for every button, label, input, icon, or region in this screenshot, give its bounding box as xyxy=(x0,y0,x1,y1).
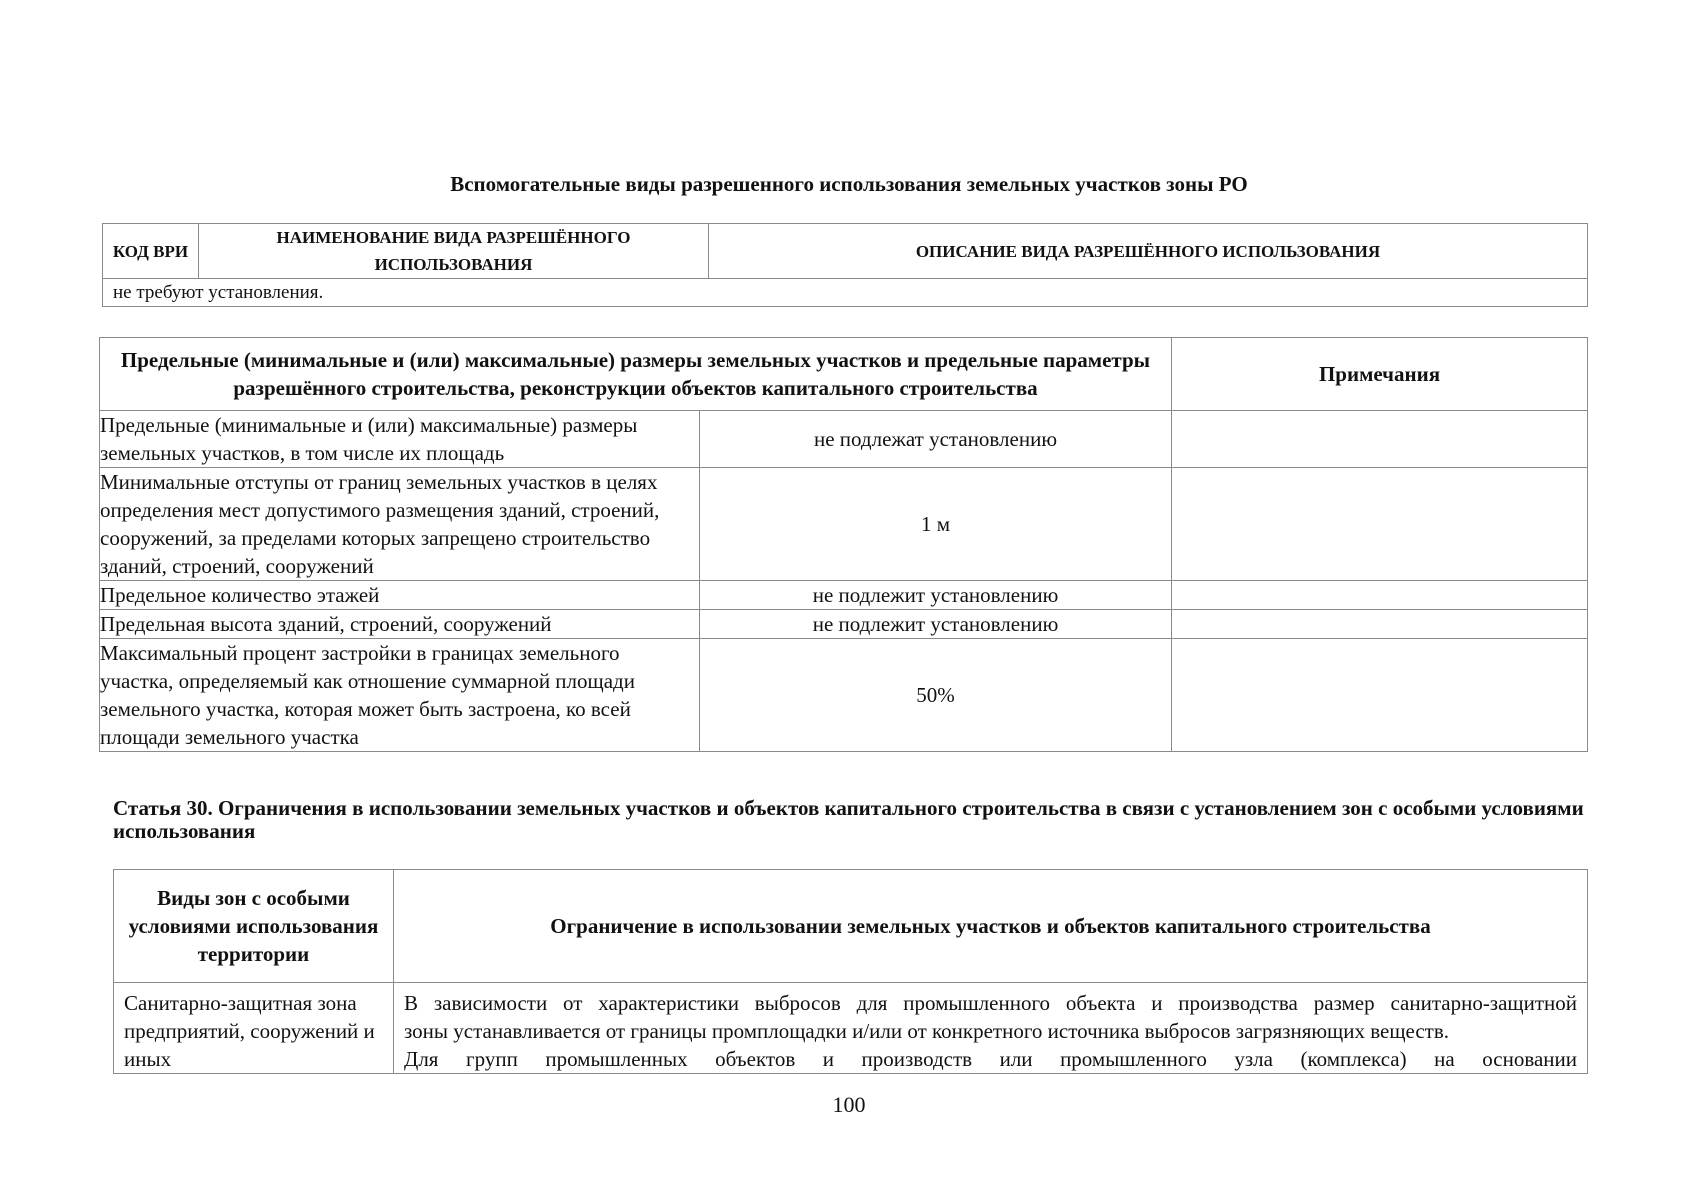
parameter-note xyxy=(1172,581,1588,610)
zone-type-cell: Санитарно-защитная зона предприятий, сооружений и иных xyxy=(114,983,394,1074)
header-restriction: Ограничение в использовании земельных участков и объектов капитального строительства xyxy=(394,870,1588,983)
parameter-value: 50% xyxy=(700,639,1172,752)
permitted-use-table xyxy=(102,223,1588,307)
parameter-note xyxy=(1172,639,1588,752)
parameter-value: 1 м xyxy=(700,468,1172,581)
parameter-note xyxy=(1172,468,1588,581)
restriction-line: зоны устанавливается от границы промплощадки и/или от конкретного источника выбросов загрязняющих веществ. xyxy=(404,1019,1450,1043)
header-parameters: Предельные (минимальные и (или) максимальные) размеры земельных участков и предельные параметры разрешённого строительства, реконструкции объектов капитального строительства xyxy=(100,338,1172,411)
table-header-row xyxy=(103,224,1588,279)
parameter-note xyxy=(1172,610,1588,639)
parameter-label: Максимальный процент застройки в границах земельного участка, определяемый как отношение суммарной площади земельного участка, которая может быть застроена, ко всей площади земельного участка xyxy=(100,639,700,752)
table-row xyxy=(100,610,1588,639)
header-code: КОД ВРИ xyxy=(103,224,199,279)
parameter-label: Предельная высота зданий, строений, сооружений xyxy=(100,610,700,639)
header-name: НАИМЕНОВАНИЕ ВИДА РАЗРЕШЁННОГО ИСПОЛЬЗОВАНИЯ xyxy=(199,224,709,279)
table-row xyxy=(103,279,1588,307)
parameter-value: не подлежит установлению xyxy=(700,581,1172,610)
page-number: 100 xyxy=(832,1092,866,1117)
parameter-note xyxy=(1172,411,1588,468)
header-description: ОПИСАНИЕ ВИДА РАЗРЕШЁННОГО ИСПОЛЬЗОВАНИЯ xyxy=(709,224,1588,279)
row-text: не требуют установления. xyxy=(103,279,1588,307)
parameters-table xyxy=(99,337,1588,752)
table-row xyxy=(100,411,1588,468)
table-row xyxy=(114,983,1588,1074)
table-row xyxy=(100,639,1588,752)
restriction-line: В зависимости от характеристики выбросов для промышленного объекта и производства размер санитарно-защитной xyxy=(404,991,1577,1015)
zone-restrictions-table xyxy=(113,869,1588,1074)
table-header-row xyxy=(114,870,1588,983)
article-heading: Статья 30. Ограничения в использовании земельных участков и объектов капитального строительства в связи с установлением зон с особыми условиями использования xyxy=(113,796,1584,843)
header-zone-type: Виды зон с особыми условиями использования территории xyxy=(114,870,394,983)
parameter-value: не подлежат установлению xyxy=(700,411,1172,468)
header-notes: Примечания xyxy=(1172,338,1588,411)
restriction-cell xyxy=(394,983,1588,1074)
parameter-label: Минимальные отступы от границ земельных участков в целях определения мест допустимого размещения зданий, строений, сооружений, за пределами которых запрещено строительство зданий, строений, сооружений xyxy=(100,468,700,581)
parameter-label: Предельные (минимальные и (или) максимальные) размеры земельных участков, в том числе их площадь xyxy=(100,411,700,468)
parameter-label: Предельное количество этажей xyxy=(100,581,700,610)
table-row xyxy=(100,581,1588,610)
restriction-line: Для групп промышленных объектов и производств или промышленного узла (комплекса) на основании xyxy=(404,1047,1577,1071)
section-title: Вспомогательные виды разрешенного использования земельных участков зоны РО xyxy=(450,172,1248,196)
table-header-row xyxy=(100,338,1588,411)
parameter-value: не подлежит установлению xyxy=(700,610,1172,639)
table-row xyxy=(100,468,1588,581)
